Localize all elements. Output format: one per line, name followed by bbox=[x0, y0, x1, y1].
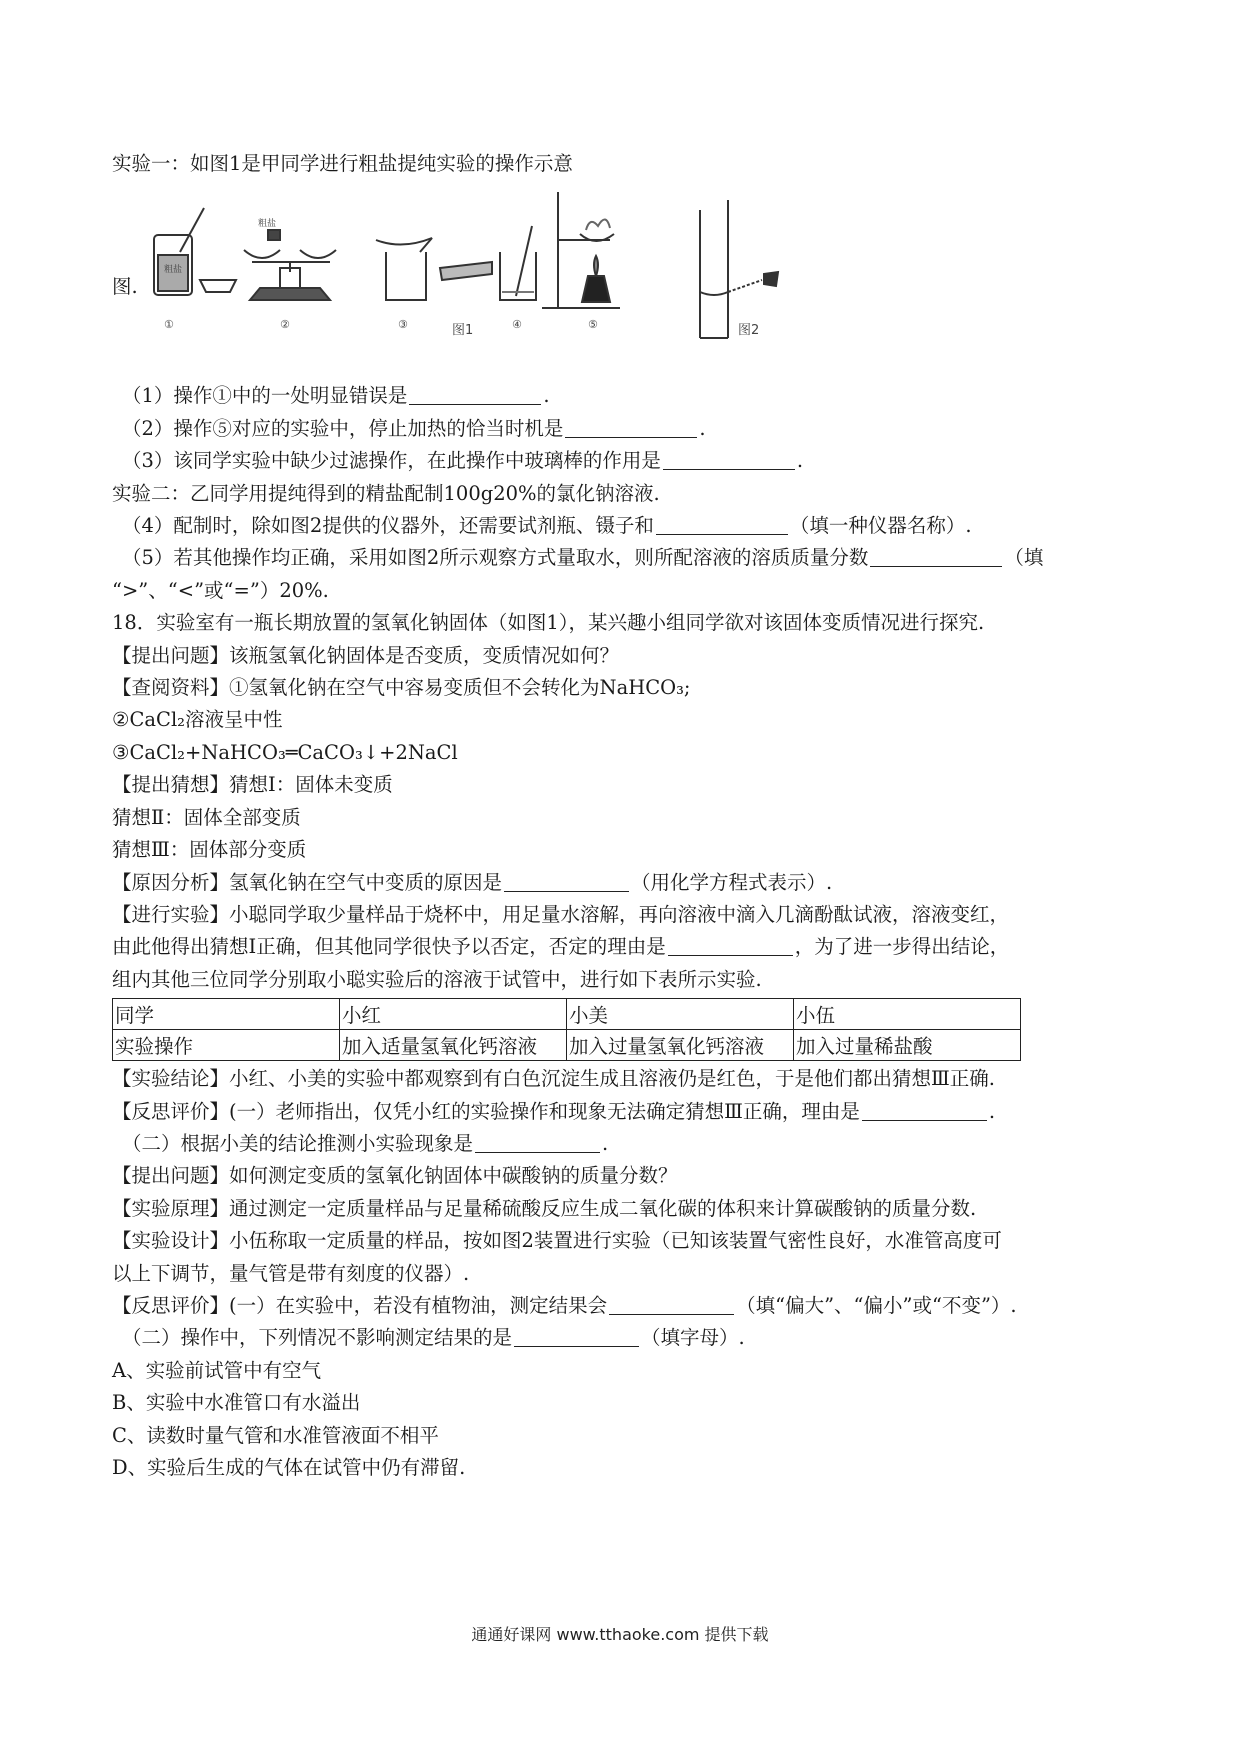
q18-exp-line3: 组内其他三位同学分别取小聪实验后的溶液于试管中，进行如下表所示实验. bbox=[112, 967, 762, 991]
answer-blank[interactable] bbox=[514, 1326, 639, 1347]
exp1-title: 实验一：如图1是甲同学进行粗盐提纯实验的操作示意 bbox=[112, 152, 573, 175]
page-footer[interactable]: 通通好课网 www.tthaoke.com 提供下载 bbox=[471, 1625, 769, 1644]
exp2-q5: （5）若其他操作均正确，采用如图2所示观察方式量取水，则所配溶液的溶质质量分数 （填 bbox=[122, 546, 1044, 570]
q18-principle: 【实验原理】通过测定一定质量样品与足量稀硫酸反应生成二氧化碳的体积来计算碳酸钠的质量分数. bbox=[112, 1196, 977, 1220]
option-d: D、实验后生成的气体在试管中仍有滞留. bbox=[112, 1456, 466, 1479]
answer-blank[interactable] bbox=[663, 449, 795, 470]
exp2-title: 实验二：乙同学用提纯得到的精盐配制100g20%的氯化钠溶液. bbox=[112, 481, 660, 505]
table-cell: 加入适量氢氧化钙溶液 bbox=[340, 1030, 567, 1061]
figure2-cylinder-illustration bbox=[700, 200, 778, 338]
step1-jar-illustration bbox=[154, 208, 236, 295]
q18-reason: 【原因分析】氢氧化钠在空气中变质的原因是 （用化学方程式表示）. bbox=[112, 870, 833, 894]
q18-design1: 【实验设计】小伍称取一定质量的样品，按如图2装置进行实验（已知该装置气密性良好，水准管高度可 bbox=[112, 1229, 1002, 1253]
q18-info2: ②CaCl₂溶液呈中性 bbox=[112, 708, 283, 732]
step5-evaporation-illustration bbox=[542, 192, 620, 308]
answer-blank[interactable] bbox=[656, 514, 788, 535]
cylinder-illustration bbox=[440, 262, 492, 280]
q18-exp-line1: 【进行实验】小聪同学取少量样品于烧杯中，用足量水溶解，再向溶液中滴入几滴酚酞试液，溶液变红， bbox=[112, 902, 1010, 926]
table-row bbox=[113, 999, 1021, 1030]
answer-blank[interactable] bbox=[609, 1294, 734, 1315]
q18-reflect1: 【反思评价】(一）老师指出，仅凭小红的实验操作和现象无法确定猜想Ⅲ正确，理由是 . bbox=[112, 1099, 996, 1123]
apparatus-figure bbox=[140, 180, 830, 380]
q18-guess2: 猜想Ⅱ：固体全部变质 bbox=[112, 805, 301, 829]
table-cell: 小伍 bbox=[794, 999, 1021, 1030]
q18-guess1: 【提出猜想】猜想Ⅰ：固体未变质 bbox=[112, 773, 393, 797]
table-cell: 小红 bbox=[340, 999, 567, 1030]
fig-prefix: 图. bbox=[112, 275, 138, 299]
fig1-caption: 图1 bbox=[452, 323, 474, 339]
step2-balance-illustration bbox=[244, 230, 336, 300]
table-row bbox=[113, 1030, 1021, 1061]
answer-blank[interactable] bbox=[870, 546, 1002, 567]
answer-blank[interactable] bbox=[668, 935, 793, 956]
q18-reflect3: 【反思评价】(一）在实验中，若没有植物油，测定结果会 （填“偏大”、“偏小”或“不变”）. bbox=[112, 1293, 1017, 1317]
q18-reflect2: （二）根据小美的结论推测小实验现象是 . bbox=[122, 1131, 609, 1155]
experiment-table bbox=[112, 998, 1021, 1061]
q18-conclusion: 【实验结论】小红、小美的实验中都观察到有白色沉淀生成且溶液仍是红色，于是他们都出猜想Ⅲ正确. bbox=[112, 1067, 996, 1091]
q18-info3: ③CaCl₂+NaHCO₃═CaCO₃↓+2NaCl bbox=[112, 740, 458, 764]
q18-guess3: 猜想Ⅲ：固体部分变质 bbox=[112, 838, 307, 862]
table-cell: 加入过量稀盐酸 bbox=[794, 1030, 1021, 1061]
q18-question2: 【提出问题】如何测定变质的氢氧化钠固体中碳酸钠的质量分数？ bbox=[112, 1164, 678, 1188]
table-cell: 加入过量氢氧化钙溶液 bbox=[567, 1030, 794, 1061]
q18-info1: 【查阅资料】①氢氧化钠在空气中容易变质但不会转化为NaHCO₃; bbox=[112, 676, 691, 700]
option-a: A、实验前试管中有空气 bbox=[112, 1358, 322, 1382]
exp1-q2: （2）操作⑤对应的实验中，停止加热的恰当时机是 . bbox=[122, 416, 706, 440]
exp2-q5-line2: “>”、“<”或“=”）20%. bbox=[112, 578, 329, 602]
jar-label: 粗盐 bbox=[164, 265, 183, 276]
q18-reflect4: （二）操作中，下列情况不影响测定结果的是 （填字母）. bbox=[122, 1326, 745, 1350]
table-cell: 同学 bbox=[113, 999, 340, 1030]
step3-beaker-illustration bbox=[376, 238, 432, 300]
option-b: B、实验中水准管口有水溢出 bbox=[112, 1391, 361, 1415]
exp1-q1: （1）操作①中的一处明显错误是 . bbox=[122, 384, 550, 408]
option-c: C、读数时量气管和水准管液面不相平 bbox=[112, 1423, 439, 1447]
answer-blank[interactable] bbox=[475, 1132, 600, 1153]
q18-intro: 18．实验室有一瓶长期放置的氢氧化钠固体（如图1），某兴趣小组同学欲对该固体变质情况进行探究. bbox=[112, 611, 985, 635]
exp2-q4: （4）配制时，除如图2提供的仪器外，还需要试剂瓶、镊子和 （填一种仪器名称）. bbox=[122, 514, 972, 538]
balance-label: 粗盐 bbox=[258, 219, 277, 230]
answer-blank[interactable] bbox=[565, 417, 697, 438]
answer-blank[interactable] bbox=[409, 384, 541, 405]
table-cell: 实验操作 bbox=[113, 1030, 340, 1061]
q18-design2: 以上下调节，量气管是带有刻度的仪器）. bbox=[112, 1261, 470, 1285]
step4-beaker-illustration bbox=[500, 226, 536, 300]
fig1-step-label: ③ bbox=[398, 318, 408, 332]
fig1-step-label: ④ bbox=[512, 318, 522, 332]
fig1-step-label: ⑤ bbox=[588, 318, 598, 332]
q18-question1: 【提出问题】该瓶氢氧化钠固体是否变质，变质情况如何？ bbox=[112, 643, 620, 667]
exp1-q3: （3）该同学实验中缺少过滤操作，在此操作中玻璃棒的作用是 . bbox=[122, 449, 804, 473]
answer-blank[interactable] bbox=[862, 1100, 987, 1121]
table-cell: 小美 bbox=[567, 999, 794, 1030]
figure-row bbox=[112, 180, 1142, 380]
question-content bbox=[112, 148, 1142, 1484]
q18-exp-line2: 由此他得出猜想Ⅰ正确，但其他同学很快予以否定，否定的理由是 ，为了进一步得出结论， bbox=[112, 935, 1010, 959]
fig2-caption: 图2 bbox=[738, 323, 760, 339]
answer-blank[interactable] bbox=[504, 871, 629, 892]
fig1-step-label: ② bbox=[280, 318, 290, 332]
fig1-step-label: ① bbox=[164, 318, 174, 332]
